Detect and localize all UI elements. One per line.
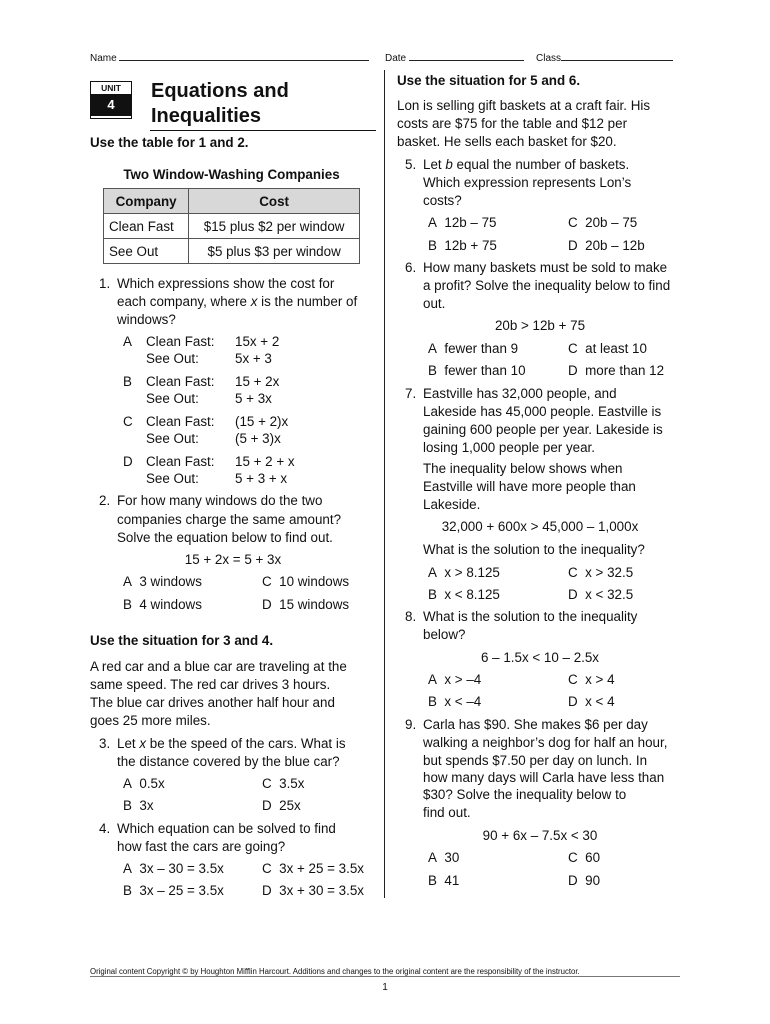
q6-option-a[interactable]: A fewer than 9 — [428, 341, 519, 356]
q9-line4: how many days will Carla have less than — [423, 770, 665, 785]
q6-number: 6. — [405, 260, 417, 275]
q6-option-c[interactable]: C at least 10 — [568, 341, 647, 356]
table-title: Two Window-Washing Companies — [123, 167, 340, 182]
situation2-line4: goes 25 more miles. — [90, 713, 211, 728]
q3-option-d[interactable]: D 25x — [262, 798, 301, 813]
date-field[interactable] — [385, 51, 524, 64]
name-blank[interactable] — [119, 51, 369, 61]
q4-option-b[interactable]: B 3x – 25 = 3.5x — [123, 883, 224, 898]
q1-option-a-label2: See Out: — [146, 351, 199, 366]
q9-option-b[interactable]: B 41 — [428, 873, 460, 888]
q3-number: 3. — [99, 736, 111, 751]
copyright-footer: Original content Copyright © by Houghton Mifflin Harcourt. Additions and changes to the original content are the responsibility of the instructor. — [90, 967, 580, 976]
q7-line1: Eastville has 32,000 people, and — [423, 386, 617, 401]
q5-number: 5. — [405, 157, 417, 172]
table-cell-cost: $5 plus $3 per window — [189, 239, 360, 264]
q2-option-c[interactable]: C 10 windows — [262, 574, 350, 589]
q1-line2: each company, where x is the number of — [117, 294, 358, 309]
q9-option-a[interactable]: A 30 — [428, 850, 460, 865]
section3-heading: Use the situation for 5 and 6. — [397, 73, 581, 88]
q2-equation: 15 + 2x = 5 + 3x — [184, 552, 282, 567]
q8-option-b[interactable]: B x < –4 — [428, 694, 482, 709]
unit-label: UNIT — [101, 83, 121, 93]
q1-line1: Which expressions show the cost for — [117, 276, 335, 291]
class-blank[interactable] — [561, 51, 673, 61]
q5-line2: Which expression represents Lon’s — [423, 175, 632, 190]
q6-line2: a profit? Solve the inequality below to find — [423, 278, 671, 293]
page-title-line1: Equations and — [151, 80, 289, 102]
q3-line2: the distance covered by the blue car? — [117, 754, 340, 769]
q4-option-d[interactable]: D 3x + 30 = 3.5x — [262, 883, 364, 898]
q2-option-b[interactable]: B 4 windows — [123, 597, 202, 612]
q7-number: 7. — [405, 386, 417, 401]
table-row — [104, 214, 360, 239]
q4-line1: Which equation can be solved to find — [117, 821, 336, 836]
q7-option-b[interactable]: B x < 8.125 — [428, 587, 500, 602]
table-row — [104, 239, 360, 264]
q1-option-a-expr1: 15x + 2 — [235, 334, 280, 349]
q1-option-d-label1: Clean Fast: — [146, 454, 215, 469]
q9-option-c[interactable]: C 60 — [568, 850, 601, 865]
q7-line4: losing 1,000 people per year. — [423, 440, 595, 455]
q9-line3: but spends $7.50 per day on lunch. In — [423, 753, 648, 768]
unit-badge — [90, 81, 132, 119]
q9-option-d[interactable]: D 90 — [568, 873, 601, 888]
q7-question: What is the solution to the inequality? — [423, 542, 645, 557]
q7-line7: Lakeside. — [423, 497, 481, 512]
q8-line2: below? — [423, 627, 466, 642]
q7-line3: gaining 600 people per year. Lakeside is — [423, 422, 663, 437]
q7-option-d[interactable]: D x < 32.5 — [568, 587, 634, 602]
date-label: Date — [385, 53, 407, 64]
table-header-cost: Cost — [189, 189, 360, 214]
q9-line5: $30? Solve the inequality below to — [423, 787, 627, 802]
q1-option-b-expr1: 15 + 2x — [235, 374, 280, 389]
q1-option-c-expr1: (15 + 2)x — [235, 414, 289, 429]
table-cell-company: See Out — [104, 239, 189, 264]
q7-inequality: 32,000 + 600x > 45,000 – 1,000x — [441, 519, 639, 534]
q8-inequality: 6 – 1.5x < 10 – 2.5x — [481, 650, 599, 665]
q5-option-a[interactable]: A 12b – 75 — [428, 215, 497, 230]
q1-option-a-label1: Clean Fast: — [146, 334, 215, 349]
table-cell-cost: $15 plus $2 per window — [189, 214, 360, 239]
q7-line6: Eastville will have more people than — [423, 479, 636, 494]
situation2-line2: same speed. The red car drives 3 hours. — [90, 677, 331, 692]
q8-line1: What is the solution to the inequality — [423, 609, 638, 624]
q1-option-d-letter[interactable]: D — [123, 454, 133, 469]
situation2-line1: A red car and a blue car are traveling at the — [90, 659, 347, 674]
q1-option-c-expr2: (5 + 3)x — [235, 431, 281, 446]
q4-option-c[interactable]: C 3x + 25 = 3.5x — [262, 861, 364, 876]
q1-option-b-expr2: 5 + 3x — [235, 391, 272, 406]
q1-line3: windows? — [117, 312, 176, 327]
q1-option-d-expr1: 15 + 2 + x — [235, 454, 295, 469]
q8-option-d[interactable]: D x < 4 — [568, 694, 615, 709]
q3-line1: Let x be the speed of the cars. What is — [117, 736, 346, 751]
q7-line5: The inequality below shows when — [423, 461, 623, 476]
title-underline — [150, 130, 376, 131]
table-header-row — [104, 189, 360, 214]
section2-heading: Use the situation for 3 and 4. — [90, 633, 274, 648]
column-divider — [384, 70, 385, 898]
q5-option-b[interactable]: B 12b + 75 — [428, 238, 497, 253]
q9-line1: Carla has $90. She makes $6 per day — [423, 717, 648, 732]
class-label: Class — [536, 53, 562, 64]
q1-option-a-expr2: 5x + 3 — [235, 351, 272, 366]
q9-inequality: 90 + 6x – 7.5x < 30 — [482, 828, 598, 843]
companies-table — [103, 188, 360, 264]
q5-line3: costs? — [423, 193, 462, 208]
q2-line3: Solve the equation below to find out. — [117, 530, 333, 545]
q2-line1: For how many windows do the two — [117, 493, 323, 508]
q6-option-b[interactable]: B fewer than 10 — [428, 363, 526, 378]
q4-option-a[interactable]: A 3x – 30 = 3.5x — [123, 861, 224, 876]
q1-option-d-expr2: 5 + 3 + x — [235, 471, 288, 486]
q8-option-c[interactable]: C x > 4 — [568, 672, 615, 687]
q7-option-c[interactable]: C x > 32.5 — [568, 565, 634, 580]
q3-option-a[interactable]: A 0.5x — [123, 776, 165, 791]
situation3-line2: costs are $75 for the table and $12 per — [397, 116, 628, 131]
table-cell-company: Clean Fast — [104, 214, 189, 239]
name-field[interactable] — [90, 51, 369, 64]
name-label: Name — [90, 53, 117, 64]
q9-line2: walking a neighbor’s dog for half an hour, — [423, 735, 668, 750]
q5-option-d[interactable]: D 20b – 12b — [568, 238, 645, 253]
q8-number: 8. — [405, 609, 417, 624]
unit-number: 4 — [91, 94, 131, 116]
q1-option-c-letter[interactable]: C — [123, 414, 133, 429]
q8-option-a[interactable]: A x > –4 — [428, 672, 482, 687]
q2-line2: companies charge the same amount? — [117, 512, 342, 527]
section1-heading: Use the table for 1 and 2. — [90, 135, 249, 150]
footer-rule — [90, 976, 680, 977]
q1-option-b-label2: See Out: — [146, 391, 199, 406]
q1-option-c-label2: See Out: — [146, 431, 199, 446]
situation2-line3: The blue car drives another half hour and — [90, 695, 335, 710]
q6-line1: How many baskets must be sold to make — [423, 260, 668, 275]
q4-number: 4. — [99, 821, 111, 836]
q5-option-c[interactable]: C 20b – 75 — [568, 215, 638, 230]
q1-option-b-letter[interactable]: B — [123, 374, 132, 389]
q1-option-d-label2: See Out: — [146, 471, 199, 486]
q6-line3: out. — [423, 296, 446, 311]
q5-line1: Let b equal the number of baskets. — [423, 157, 630, 172]
page-number: 1 — [382, 982, 388, 993]
q1-option-a-letter[interactable]: A — [123, 334, 132, 349]
table-header-company: Company — [104, 189, 189, 214]
q7-line2: Lakeside has 45,000 people. Eastville is — [423, 404, 662, 419]
q2-number: 2. — [99, 493, 111, 508]
q6-inequality: 20b > 12b + 75 — [494, 318, 586, 333]
q4-line2: how fast the cars are going? — [117, 839, 286, 854]
q9-number: 9. — [405, 717, 417, 732]
q7-option-a[interactable]: A x > 8.125 — [428, 565, 500, 580]
q1-option-b-label1: Clean Fast: — [146, 374, 215, 389]
page-title-line2: Inequalities — [151, 105, 262, 127]
q6-option-d[interactable]: D more than 12 — [568, 363, 665, 378]
q9-line6: find out. — [423, 805, 471, 820]
situation3-line1: Lon is selling gift baskets at a craft fair. His — [397, 98, 651, 113]
q1-option-c-label1: Clean Fast: — [146, 414, 215, 429]
situation3-line3: basket. He sells each basket for $20. — [397, 134, 617, 149]
date-blank[interactable] — [409, 51, 524, 61]
q2-option-d[interactable]: D 15 windows — [262, 597, 350, 612]
q3-option-c[interactable]: C 3.5x — [262, 776, 305, 791]
q3-option-b[interactable]: B 3x — [123, 798, 154, 813]
class-field[interactable] — [536, 51, 673, 64]
q2-option-a[interactable]: A 3 windows — [123, 574, 202, 589]
q1-number: 1. — [99, 276, 111, 291]
